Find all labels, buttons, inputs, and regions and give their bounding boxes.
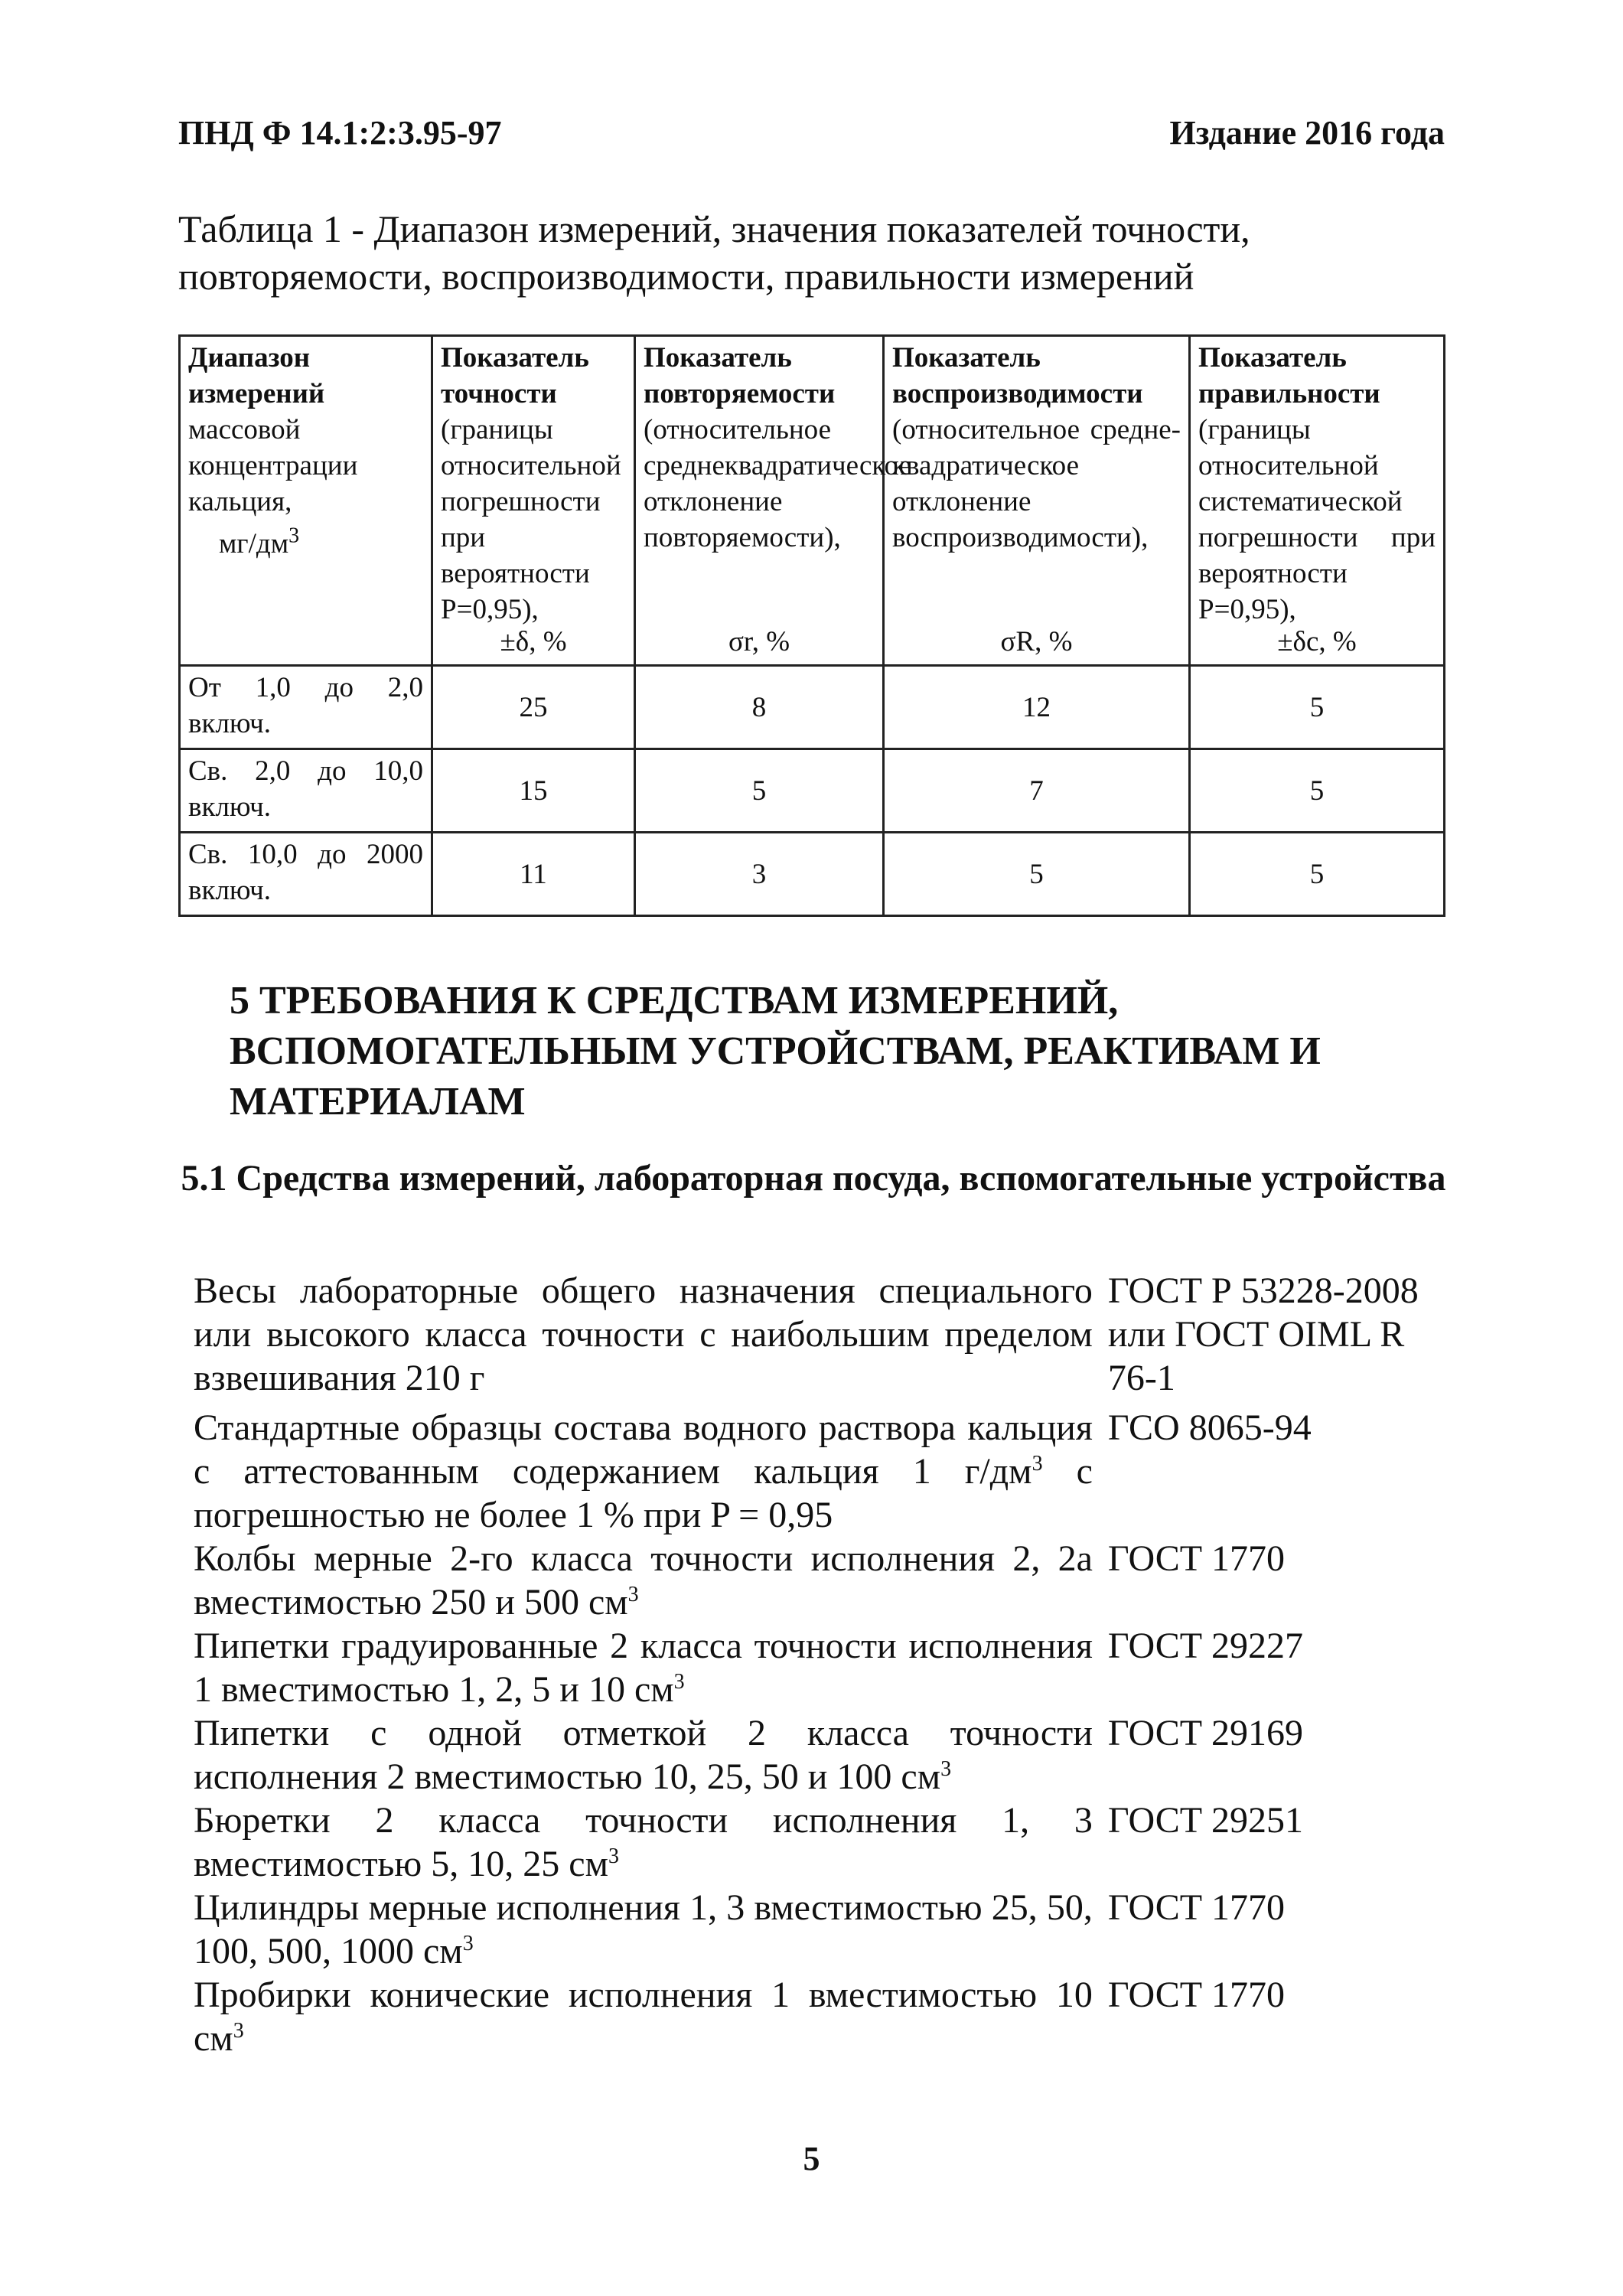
header-title: Диапазон измерений	[188, 342, 325, 409]
header-title: Показатель правильности	[1198, 342, 1380, 409]
list-item	[194, 1406, 1443, 1537]
document-code: ПНД Ф 14.1:2:3.95-97	[178, 114, 502, 152]
equipment-desc: Пипетки с одной отметкой 2 класса точности исполнения 2 вместимостью 10, 25, 50 и 100 $см^3$	[194, 1713, 1093, 1797]
equipment-standard: ГОСТ 29227	[1107, 1626, 1304, 1666]
header-cell-range	[180, 336, 432, 666]
subsection-title: 5.1 Средства измерений, лабораторная посуда, вспомогательные устройства	[181, 1158, 1446, 1199]
list-item	[194, 1973, 1443, 2060]
delta-c-cell: 5	[1190, 749, 1445, 833]
header-desc: (границы относительной систематической погрешности при вероятности P=0,95),	[1198, 414, 1436, 625]
equipment-desc: Бюретки 2 класса точности исполнения 1, 3 вместимостью 5, 10, 25 $см^3$	[194, 1800, 1093, 1884]
edition-label: Издание 2016 года	[1169, 114, 1445, 152]
table-caption: Таблица 1 - Диапазон измерений, значения показателей точности, повторяемости, воспроизводимости, правильности измерений	[178, 207, 1250, 298]
equipment-standard: ГОСТ 1770	[1107, 1887, 1286, 1928]
list-item	[194, 1269, 1443, 1400]
table-row	[180, 833, 1445, 916]
sigma-r-cell: 3	[635, 833, 884, 916]
header-desc: массовой концентрации кальция,	[188, 414, 358, 517]
header-cell-reproducibility	[884, 336, 1190, 666]
delta-cell: 11	[432, 833, 635, 916]
header-symbol: ±δ, %	[500, 626, 567, 657]
equipment-list	[194, 1269, 1443, 2060]
table-row	[180, 749, 1445, 833]
sigma-R-cell: 5	[884, 833, 1190, 916]
list-item	[194, 1886, 1443, 1973]
sigma-r-cell: 5	[635, 749, 884, 833]
equipment-desc: Цилиндры мерные исполнения 1, 3 вместимостью 25, 50, 100, 500, 1000 $см^3$	[194, 1887, 1093, 1971]
list-item	[194, 1624, 1443, 1711]
delta-c-cell: 5	[1190, 833, 1445, 916]
equipment-desc: Пипетки градуированные 2 класса точности исполнения 1 вместимостью 1, 2, 5 и 10 $см^3$	[194, 1626, 1093, 1710]
table-row	[180, 666, 1445, 749]
equipment-standard: ГСО 8065-94	[1107, 1407, 1312, 1448]
header-desc: (относительное средне-квадратическое отклонение воспроизводимости),	[892, 414, 1181, 553]
equipment-standard: ГОСТ 29169	[1107, 1713, 1304, 1753]
sigma-r-cell: 8	[635, 666, 884, 749]
equipment-standard: ГОСТ 1770	[1107, 1538, 1286, 1579]
header-title: Показатель повторяемости	[644, 342, 836, 409]
accuracy-table	[178, 334, 1445, 917]
header-cell-trueness	[1190, 336, 1445, 666]
header-cell-repeatability	[635, 336, 911, 666]
header-cell-accuracy	[432, 336, 635, 666]
delta-cell: 25	[432, 666, 635, 749]
header-symbol: σr, %	[728, 626, 790, 657]
header-title: Показатель воспроизводимости	[892, 342, 1143, 409]
list-item	[194, 1711, 1443, 1799]
equipment-desc: Стандартные образцы состава водного раствора кальция с аттестованным содержанием кальция 1 $г/дм^3$ с погрешностью не более 1 % при P = 0,95	[194, 1407, 1093, 1535]
header-symbol: σR, %	[1000, 626, 1073, 657]
header-symbol: ±δc, %	[1277, 626, 1357, 657]
equipment-standard: ГОСТ Р 53228-2008 или ГОСТ OIML R 76-1	[1107, 1270, 1419, 1398]
equipment-desc: Колбы мерные 2-го класса точности исполнения 2, 2а вместимостью 250 и 500 $см^3$	[194, 1538, 1093, 1623]
delta-c-cell: 5	[1190, 666, 1445, 749]
header-unit: $мг/дм^3$	[219, 523, 300, 559]
list-item	[194, 1537, 1443, 1624]
sigma-R-cell: 7	[884, 749, 1190, 833]
header-desc: (границы относительной погрешности при вероятности P=0,95),	[441, 414, 621, 625]
range-cell: Св. 10,0 до 2000 включ.	[180, 833, 432, 916]
sigma-R-cell: 12	[884, 666, 1190, 749]
page-number: 5	[803, 2140, 820, 2177]
delta-cell: 15	[432, 749, 635, 833]
list-item	[194, 1799, 1443, 1886]
table-header-row	[180, 336, 1445, 666]
range-cell: От 1,0 до 2,0 включ.	[180, 666, 432, 749]
equipment-desc: Пробирки конические исполнения 1 вместимостью 10 $см^3$	[194, 1975, 1093, 2059]
equipment-standard: ГОСТ 1770	[1107, 1975, 1286, 2015]
equipment-desc: Весы лабораторные общего назначения специального или высокого класса точности с наибольшим пределом взвешивания 210 г	[194, 1270, 1093, 1398]
section-title: 5 ТРЕБОВАНИЯ К СРЕДСТВАМ ИЗМЕРЕНИЙ, ВСПОМОГАТЕЛЬНЫМ УСТРОЙСТВАМ, РЕАКТИВАМ И МАТЕРИАЛАМ	[230, 979, 1321, 1124]
header-title: Показатель точности	[441, 342, 589, 409]
range-cell: Св. 2,0 до 10,0 включ.	[180, 749, 432, 833]
equipment-standard: ГОСТ 29251	[1107, 1800, 1304, 1841]
header-desc: (относительное среднеквадратическое отклонение повторяемости),	[644, 414, 911, 553]
